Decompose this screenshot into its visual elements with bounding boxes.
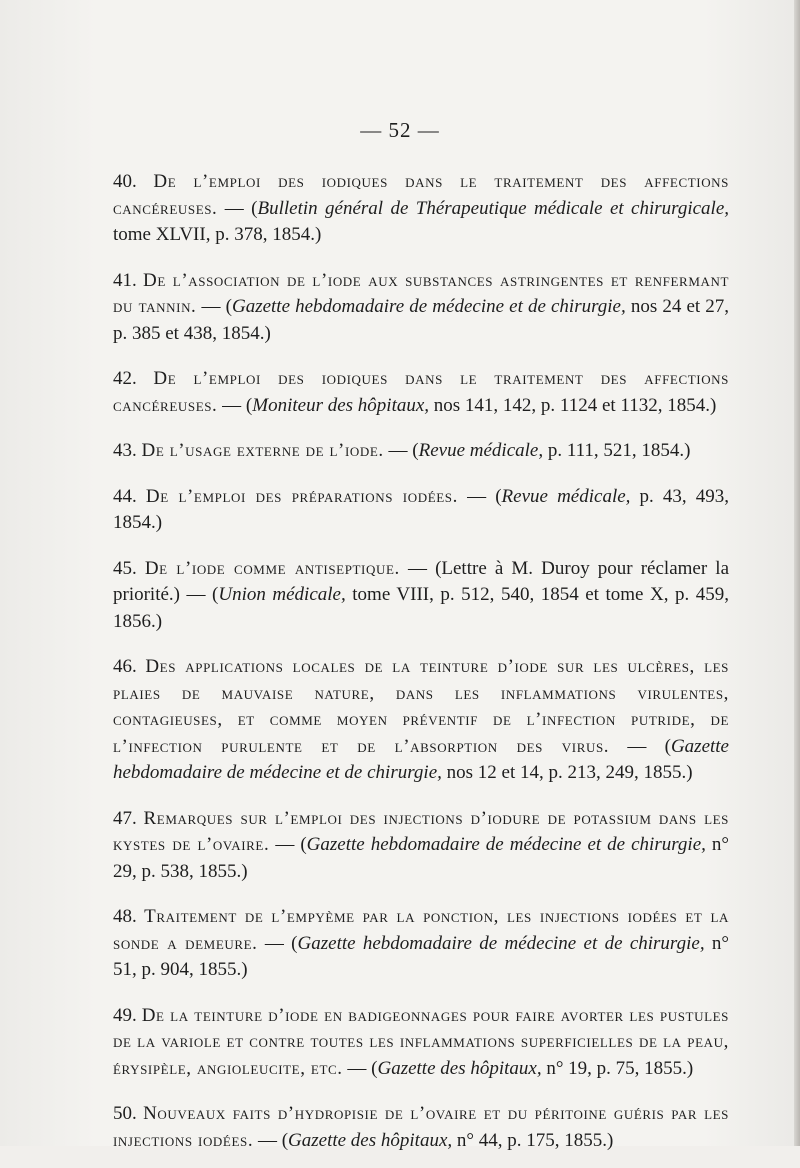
entry-reference: tome XLVII, p. 378, 1854.) [113, 224, 322, 245]
entry-dash: — ( [342, 1057, 378, 1079]
entry-title: De l’emploi des préparations iodées. [145, 485, 458, 507]
bibliography-entry [113, 438, 729, 465]
entry-title: De l’association de l’iode aux substances astringentes et renfermant du tannin. [113, 269, 729, 317]
entry-journal: Gazette hebdomadaire de médecine et de chirurgie, [306, 834, 706, 855]
entry-number: 43. [113, 440, 137, 461]
entry-reference: tome VIII, p. 512, 540, 1854 et tome X, p. 459, 1856.) [113, 584, 730, 632]
entry-number: 50. [113, 1103, 137, 1124]
entry-number: 42. [113, 368, 137, 389]
entry-number: 45. [113, 557, 137, 579]
bibliography-entry [113, 1003, 729, 1083]
entry-number: 41. [113, 269, 137, 291]
entry-dash: — ( [269, 834, 307, 855]
entry-reference: n° 29, p. 538, 1855.) [113, 834, 729, 882]
entry-reference: p. 43, 493, 1854.) [113, 485, 730, 533]
entry-dash: — ( [196, 296, 232, 317]
entry-title: Traitement de l’empyème par la ponction, les injections iodées et la sonde a demeure. [113, 906, 730, 954]
entry-dash: — ( [253, 1129, 289, 1151]
entry-journal: Gazette hebdomadaire de médecine et de chirurgie, [231, 296, 626, 317]
entry-title: Remarques sur l’emploi des injections d’iodure de potassium dans les kystes de l’ovaire. [113, 807, 729, 855]
bibliography-entry [113, 366, 729, 419]
entry-dash: — ( [217, 197, 258, 219]
entry-dash: — ( [383, 440, 419, 461]
entry-number: 44. [113, 485, 137, 507]
bibliography-entry [113, 484, 729, 537]
entry-journal: Revue médicale, [501, 485, 631, 507]
entry-reference: nos 24 et 27, p. 385 et 438, 1854.) [113, 296, 730, 344]
entry-reference: n° 19, p. 75, 1855.) [541, 1057, 694, 1079]
entry-title: De l’usage externe de l’iode. [141, 440, 384, 461]
entry-title: Nouveaux faits d’hydropisie de l’ovaire et du péritoine guéris par les injections iodées. [113, 1103, 730, 1151]
entry-reference: p. 111, 521, 1854.) [543, 440, 691, 461]
entry-journal: Gazette hebdomadaire de médecine et de chirurgie, [113, 735, 729, 783]
entry-dash: — ( [217, 394, 253, 416]
bibliography-entry [113, 904, 729, 984]
entry-dash: — (Lettre à M. Duroy pour réclamer la priorité.) — ( [113, 557, 729, 605]
entry-number: 47. [113, 807, 137, 829]
entry-journal: Bulletin général de Thérapeutique médicale et chirurgicale, [257, 197, 730, 219]
entry-reference: n° 51, p. 904, 1855.) [113, 932, 729, 980]
entry-dash: — ( [609, 735, 671, 757]
bibliography-entry [113, 654, 729, 787]
entry-journal: Gazette des hôpitaux, [377, 1057, 542, 1079]
entry-journal: Moniteur des hôpitaux, [252, 394, 430, 416]
entry-title: Des applications locales de la teinture d’iode sur les ulcères, les plaies de mauvaise nature, dans les inflammations virulentes, contagieuses, et comme moyen préventif de l’infection putride, de l’infection purulente et de l’absorption des virus. [113, 656, 729, 757]
bibliography-list [113, 150, 729, 1168]
entry-journal: Gazette des hôpitaux, [288, 1129, 453, 1151]
entry-title: De la teinture d’iode en badigeonnages pour faire avorter les pustules de la variole et contre toutes les inflammations superficielles de la peau, érysipèle, angioleucite, etc. [113, 1004, 729, 1079]
entry-dash: — ( [457, 485, 502, 507]
entry-number: 40. [113, 171, 137, 192]
entry-title: De l’iode comme antiseptique. [144, 557, 400, 579]
bibliography-entry [113, 806, 729, 886]
bibliography-entry [113, 1101, 729, 1154]
bibliography-entry [113, 268, 729, 348]
entry-dash: — ( [257, 932, 298, 954]
bibliography-entry [113, 556, 729, 636]
entry-title: De l’emploi des iodiques dans le traitement des affections cancéreuses. [113, 368, 730, 416]
page-edge [794, 0, 800, 1146]
entry-reference: nos 141, 142, p. 1124 et 1132, 1854.) [429, 394, 717, 416]
entry-title: De l’emploi des iodiques dans le traitement des affections cancéreuses. [113, 171, 730, 219]
entry-number: 48. [113, 906, 137, 927]
page-number: — 52 — [360, 118, 440, 142]
entry-journal: Gazette hebdomadaire de médecine et de chirurgie, [297, 932, 705, 954]
entry-journal: Revue médicale, [418, 440, 544, 461]
entry-number: 46. [113, 656, 137, 677]
entry-reference: n° 44, p. 175, 1855.) [452, 1129, 614, 1151]
entry-reference: nos 12 et 14, p. 213, 249, 1855.) [441, 762, 693, 783]
entry-journal: Union médicale, [218, 584, 346, 605]
bibliography-entry [113, 169, 729, 249]
entry-number: 49. [113, 1004, 137, 1026]
